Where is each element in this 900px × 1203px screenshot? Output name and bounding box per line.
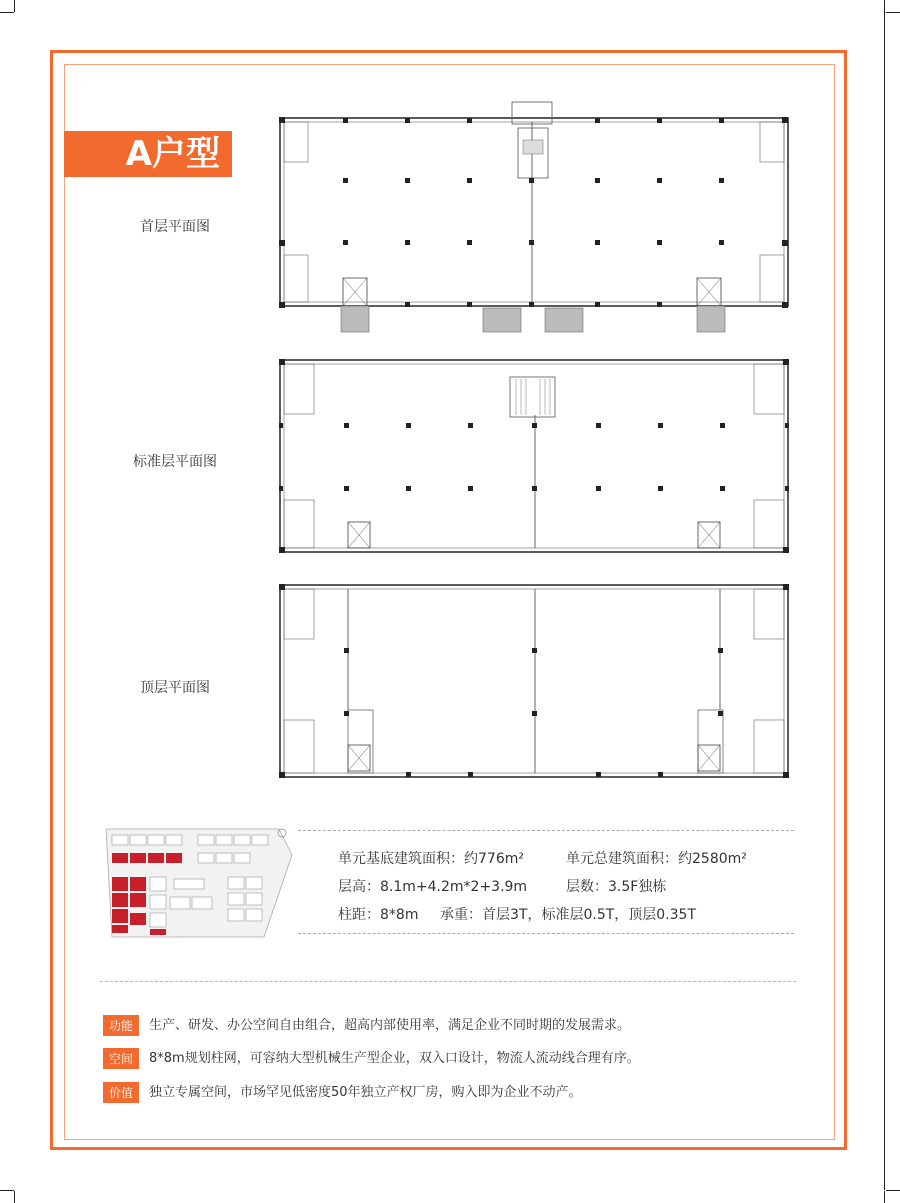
top-floor-plan	[278, 580, 792, 785]
spec-top-rule	[298, 830, 794, 832]
feature-text: 8*8m规划柱网，可容纳大型机械生产型企业，双入口设计，物流人流动线合理有序。	[149, 1051, 640, 1066]
load-capacity: 承重：首层3T，标准层0.5T，顶层0.35T	[440, 907, 696, 923]
crop-mark	[886, 12, 900, 13]
section-divider	[100, 981, 796, 983]
plan-label-standard: 标准层平面图	[133, 454, 217, 470]
page-trim-line	[884, 12, 885, 1190]
feature-tag: 功能	[103, 1015, 139, 1036]
crop-mark	[14, 1191, 15, 1203]
crop-mark	[884, 0, 885, 12]
crop-mark	[884, 1191, 885, 1203]
ground-floor-plan-drawing	[275, 100, 795, 340]
unit-type-badge: A户型	[64, 131, 232, 177]
standard-floor-plan	[278, 355, 792, 560]
site-location-map	[104, 825, 294, 949]
feature-tag: 空间	[103, 1048, 139, 1069]
feature-tag: 价值	[103, 1082, 139, 1103]
floor-height: 层高：8.1m+4.2m*2+3.9m	[338, 879, 528, 895]
spec-bottom-rule	[298, 933, 794, 935]
floor-count: 层数：3.5F独栋	[566, 879, 667, 895]
base-area: 单元基底建筑面积：约776m²	[338, 851, 524, 867]
plan-label-top: 顶层平面图	[140, 680, 210, 696]
column-spacing: 柱距：8*8m	[338, 907, 419, 923]
spec-panel	[298, 830, 794, 934]
top-floor-plan-drawing	[278, 580, 792, 785]
spec-row-structure	[338, 904, 696, 924]
feature-text: 独立专属空间，市场罕见低密度50年独立产权厂房，购入即为企业不动产。	[149, 1085, 582, 1100]
standard-floor-plan-drawing	[278, 355, 792, 560]
spec-row-area	[338, 848, 747, 868]
feature-text: 生产、研发、办公空间自由组合，超高内部使用率，满足企业不同时期的发展需求。	[149, 1018, 631, 1033]
total-area: 单元总建筑面积：约2580m²	[566, 851, 747, 867]
site-location-map-drawing	[104, 825, 294, 945]
feature-value	[103, 1081, 582, 1103]
feature-space	[103, 1047, 640, 1069]
plan-label-ground: 首层平面图	[140, 219, 210, 235]
crop-mark	[0, 1190, 14, 1191]
feature-function	[103, 1014, 630, 1036]
crop-mark	[886, 1190, 900, 1191]
crop-mark	[0, 12, 14, 13]
crop-mark	[14, 0, 15, 12]
ground-floor-plan	[275, 100, 795, 340]
spec-row-height	[338, 876, 666, 896]
